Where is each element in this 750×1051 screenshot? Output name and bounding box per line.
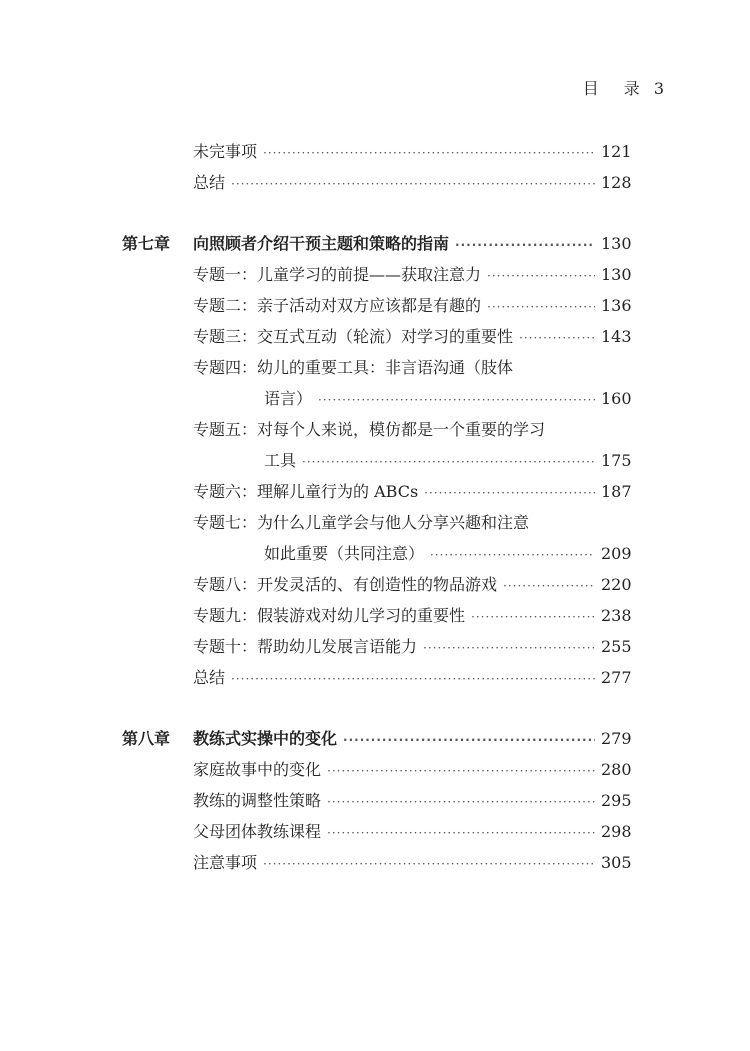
toc-entry[interactable] [193, 820, 632, 844]
toc-entry-label: 专题八：开发灵活的、有创造性的物品游戏 [193, 575, 498, 594]
running-header [583, 76, 664, 99]
toc-entry[interactable] [193, 604, 632, 628]
leader-dots [503, 574, 595, 598]
toc-entry[interactable] [193, 573, 632, 597]
leader-dots [487, 295, 595, 319]
toc-entry-page: 305 [601, 853, 632, 872]
toc-entry-label[interactable]: 专题五：对每个人来说，模仿都是一个重要的学习 [193, 420, 546, 439]
toc-entry[interactable] [193, 140, 632, 164]
leader-dots [263, 141, 595, 165]
toc-entry-page: 238 [601, 606, 632, 625]
leader-dots [231, 667, 595, 691]
toc-entry-label[interactable]: 专题四：幼儿的重要工具：非言语沟通（肢体 [193, 358, 514, 377]
toc-entry[interactable] [193, 666, 632, 690]
leader-dots [318, 388, 595, 412]
leader-dots [343, 728, 595, 752]
toc-entry-page: 121 [601, 142, 632, 161]
toc-entry[interactable] [193, 758, 632, 782]
leader-dots [519, 326, 595, 350]
leader-dots [263, 852, 595, 876]
toc-entry[interactable] [193, 635, 632, 659]
toc-entry-page: 220 [601, 575, 632, 594]
toc-entry-continuation: 工具 [264, 451, 297, 470]
toc-entry-page: 209 [601, 544, 632, 563]
toc-entry-label: 专题三：交互式互动（轮流）对学习的重要性 [193, 327, 514, 346]
toc-entry[interactable] [264, 387, 632, 411]
toc-entry-label: 专题一：儿童学习的前提——获取注意力 [193, 265, 482, 284]
toc-entry[interactable] [193, 263, 632, 287]
leader-dots [424, 481, 595, 505]
toc-entry-label: 专题二：亲子活动对双方应该都是有趣的 [193, 296, 482, 315]
toc-entry-label: 专题九：假装游戏对幼儿学习的重要性 [193, 606, 466, 625]
toc-entry-label: 专题十：帮助幼儿发展言语能力 [193, 637, 418, 656]
chapter-title: 向照顾者介绍干预主题和策略的指南 [193, 234, 450, 253]
toc-entry-page: 143 [601, 327, 632, 346]
chapter-heading[interactable] [193, 727, 632, 751]
toc-entry-continuation: 如此重要（共同注意） [264, 544, 425, 563]
toc-entry[interactable] [193, 325, 632, 349]
toc-entry-page: 130 [601, 265, 632, 284]
leader-dots [471, 605, 595, 629]
toc-entry[interactable] [193, 789, 632, 813]
toc-entry-page: 277 [601, 668, 632, 687]
toc-entry-label: 总结 [193, 173, 226, 192]
chapter-title: 教练式实操中的变化 [193, 729, 338, 748]
toc-entry[interactable] [193, 851, 632, 875]
chapter-page: 279 [601, 729, 632, 748]
chapter-number: 第七章 [122, 234, 171, 253]
toc-entry-label: 专题六：理解儿童行为的 ABCs [193, 482, 419, 501]
leader-dots [423, 636, 595, 660]
toc-entry-label: 注意事项 [193, 853, 258, 872]
leader-dots [430, 543, 595, 567]
leader-dots [327, 759, 595, 783]
toc-entry-page: 255 [601, 637, 632, 656]
toc-entry-page: 280 [601, 760, 632, 779]
toc-entry-continuation: 语言） [264, 389, 313, 408]
leader-dots [302, 450, 595, 474]
toc-entry[interactable] [264, 449, 632, 473]
leader-dots [231, 172, 595, 196]
toc-entry-page: 298 [601, 822, 632, 841]
toc-entry[interactable] [193, 294, 632, 318]
toc-entry-page: 128 [601, 173, 632, 192]
toc-entry-label: 父母团体教练课程 [193, 822, 322, 841]
toc-entry[interactable] [193, 171, 632, 195]
toc-entry-label[interactable]: 专题七：为什么儿童学会与他人分享兴趣和注意 [193, 513, 530, 532]
chapter-page: 130 [601, 234, 632, 253]
toc-entry-label: 家庭故事中的变化 [193, 760, 322, 779]
header-page-number: 3 [653, 79, 664, 98]
toc-entry[interactable] [193, 480, 632, 504]
chapter-number: 第八章 [122, 729, 171, 748]
toc-entry-label: 总结 [193, 668, 226, 687]
leader-dots [327, 821, 595, 845]
toc-entry-label: 教练的调整性策略 [193, 791, 322, 810]
toc-entry-page: 136 [601, 296, 632, 315]
toc-entry-page: 175 [601, 451, 632, 470]
leader-dots [327, 790, 595, 814]
header-section: 目 录 [582, 79, 650, 98]
toc-entry-label: 未完事项 [193, 142, 258, 161]
toc-entry-page: 187 [601, 482, 632, 501]
leader-dots [455, 233, 595, 257]
toc-entry-page: 295 [601, 791, 632, 810]
toc-entry[interactable] [264, 542, 632, 566]
toc-entry-page: 160 [601, 389, 632, 408]
chapter-heading[interactable] [193, 232, 632, 256]
leader-dots [487, 264, 595, 288]
